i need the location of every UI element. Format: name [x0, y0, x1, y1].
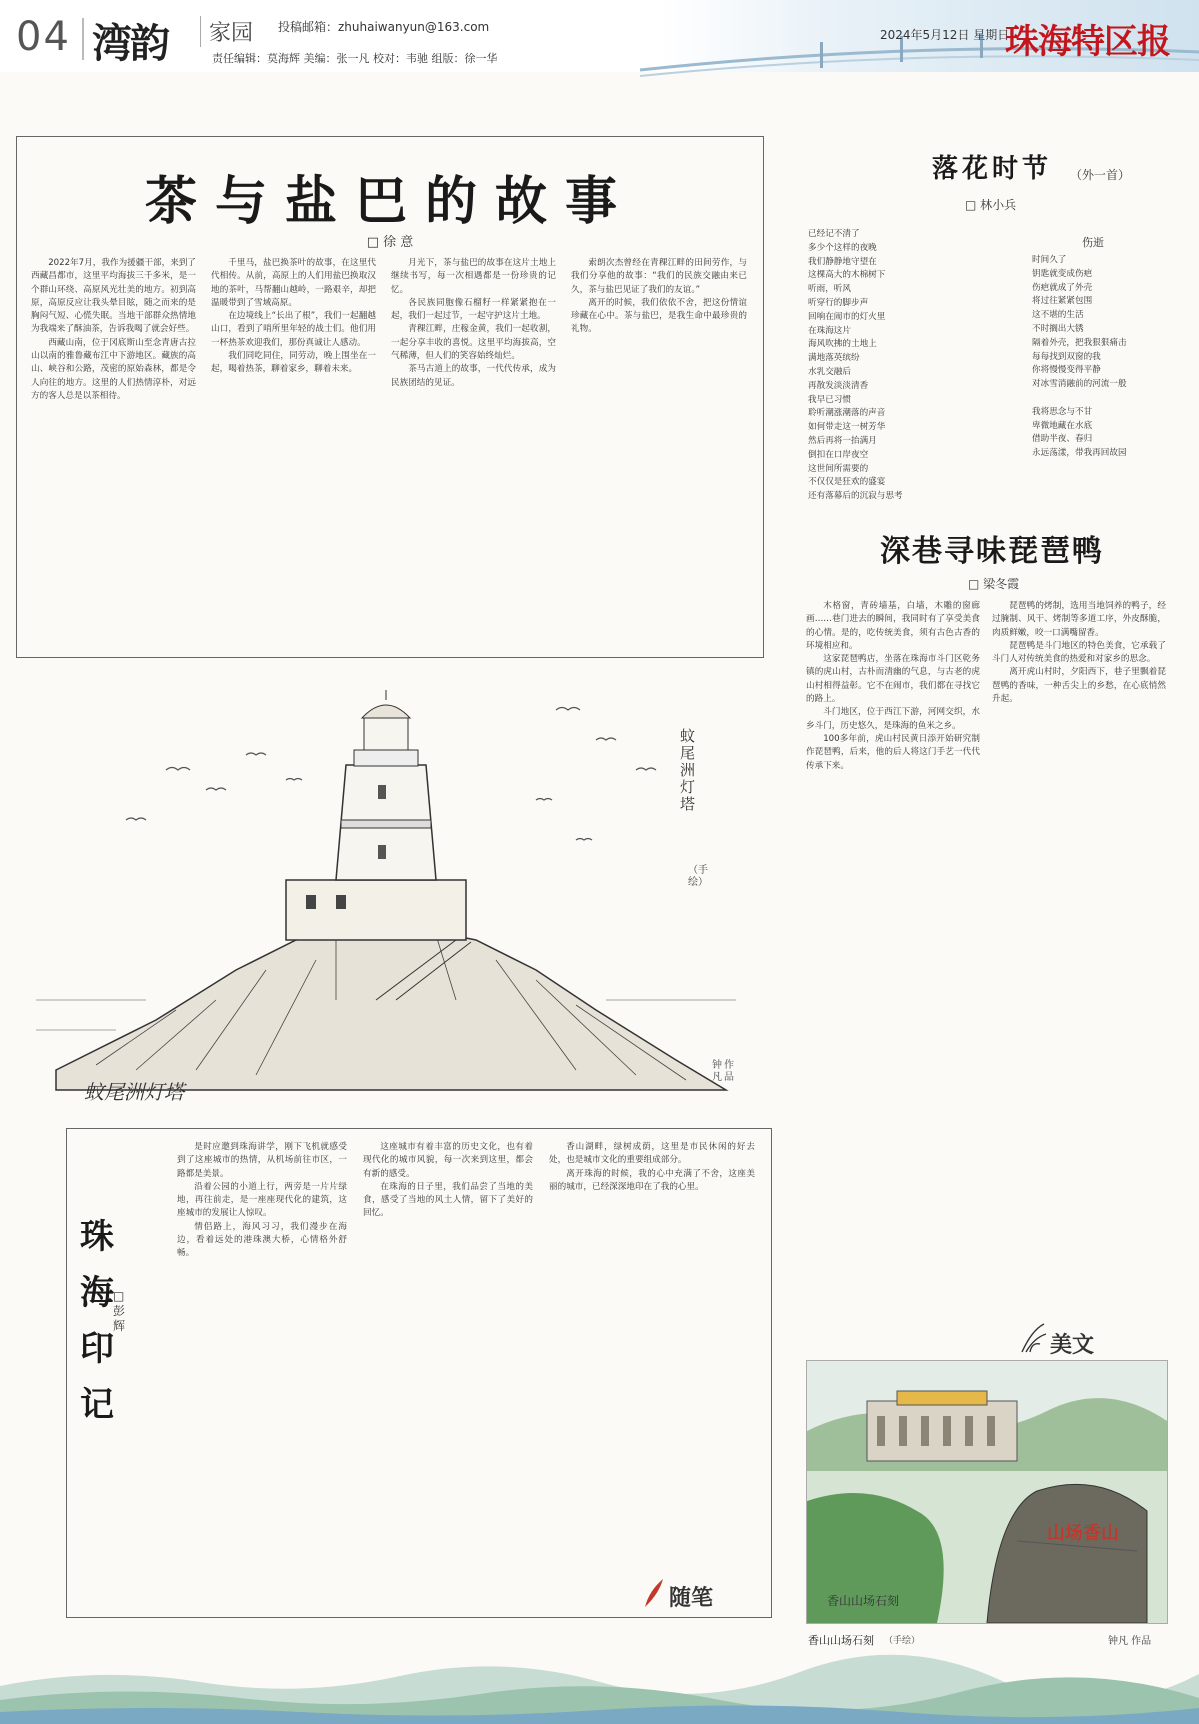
tea-article — [16, 136, 764, 658]
issue-date: 2024年5月12日 星期日 — [880, 28, 1010, 42]
image-artist: 钟凡 作品 — [1108, 1636, 1152, 1647]
poem-line: 对冰雪消融前的河流一般 — [1032, 379, 1127, 390]
poem-line: 聆听潮涨潮落的声音 — [808, 408, 886, 419]
poem2-title: 伤逝 — [1082, 236, 1104, 249]
article-column — [177, 1141, 347, 1611]
poem-line: 海风吹拂的土地上 — [808, 339, 877, 350]
poem-line: 听雨，听风 — [808, 284, 851, 295]
article-column — [363, 1141, 533, 1611]
poem-line: 在珠海这片 — [808, 325, 851, 336]
article-paragraph: 100多年前，虎山村民黄日添开始研究制作琵琶鸭，后来，他的后人将这门手艺一代代传承下来。 — [806, 733, 980, 771]
article-paragraph: 在边境线上“长出了根”，我们一起翻越山口，看到了哨所里年轻的战士们。他们用一杯热茶欢迎我们，那份真诚让人感动。 — [211, 311, 376, 348]
poem-line: 听穿行的脚步声 — [808, 297, 869, 308]
article-paragraph: 情侣路上，海风习习，我们漫步在海边，看着远处的港珠澳大桥，心情格外舒畅。 — [177, 1221, 347, 1259]
newspaper-name: 珠海特区报 — [1005, 22, 1170, 62]
article-column — [806, 600, 980, 1320]
image-caption-note: （手绘） — [688, 865, 708, 888]
article-column — [391, 257, 556, 647]
article-paragraph: 我们同吃同住，同劳动，晚上围坐在一起，喝着热茶，聊着家乡，聊着未来。 — [211, 351, 376, 375]
article-paragraph: 离开的时候，我们依依不舍，把这份情谊珍藏在心中。茶与盐巴，是我生命中最珍贵的礼物。 — [571, 297, 747, 335]
article-author: □ 梁冬霞 — [968, 577, 1020, 591]
poem-line: 每每找到双窗的我 — [1032, 351, 1101, 362]
image-caption: 香山山场石刻 — [808, 1634, 874, 1647]
poem-line: 借助半夜、春归 — [1032, 434, 1093, 445]
article-title: 茶与盐巴的故事 — [144, 171, 635, 232]
column-tag: 随笔 — [669, 1585, 714, 1611]
article-title: 深巷寻味琵琶鸭 — [880, 534, 1104, 569]
article-column — [31, 257, 196, 647]
article-column — [211, 257, 376, 647]
article-paragraph: 西藏山南，位于冈底斯山至念青唐古拉山以南的雅鲁藏布江中下游地区。藏族的高山、峡谷和公路，茂密的原始森林，都是令人向往的地方。这里的人们热情淳朴，对远方的客人总是以茶相待。 — [31, 337, 196, 401]
divider — [82, 18, 84, 60]
poem-line: 不时搁出大锈 — [1032, 323, 1084, 334]
poem-line: 钥匙就变成伤疤 — [1032, 268, 1093, 279]
poem-line: 再散发淡淡清香 — [808, 380, 869, 391]
article-paragraph: 月光下，茶与盐巴的故事在这片土地上继续书写，每一次相遇都是一份珍贵的记忆。 — [391, 258, 556, 295]
poem-line: 多少个这样的夜晚 — [808, 242, 877, 253]
article-paragraph: 千里马，盐巴换茶叶的故事，在这里代代相传。从前，高原上的人们用盐巴换取汉地的茶叶，马帮翻山越岭，一路艰辛，却把温暖带到了雪域高原。 — [211, 258, 376, 308]
stone-inscription: 山场香山 — [1047, 1523, 1119, 1544]
poem-line: 这棵高大的木棉树下 — [808, 270, 886, 281]
orchid-icon — [1018, 1320, 1048, 1356]
article-author: □ 彭辉 — [113, 1289, 126, 1333]
image-artist-role: 作品 — [724, 1060, 734, 1083]
article-paragraph: 离开珠海的时候，我的心中充满了不舍，这座美丽的城市，已经深深地印在了我的心里。 — [549, 1168, 755, 1192]
image-caption: 蚊尾洲灯塔 — [680, 727, 696, 813]
article-column — [992, 600, 1166, 1320]
poem2-body — [1032, 254, 1182, 461]
article-paragraph: 这家琵琶鸭店，坐落在珠海市斗门区乾务镇的虎山村，古朴而清幽的气息，与古老的虎山村相得益彰。它不在闹市，我们都在寻找它的路上。 — [806, 654, 980, 705]
article-paragraph: 索朗次杰曾经在青稞江畔的田间劳作，与我们分享他的故事：“我们的民族交融由来已久，茶与盐巴见证了我们的友谊。” — [571, 258, 747, 295]
poem-line: 然后再将一抬满月 — [808, 435, 877, 446]
article-paragraph: 各民族同胞像石榴籽一样紧紧抱在一起，我们一起过节，一起守护这片土地。 — [391, 297, 556, 322]
article-paragraph: 香山湖畔，绿树成荫，这里是市民休闲的好去处，也是城市文化的重要组成部分。 — [549, 1142, 755, 1166]
article-paragraph: 是时应邀到珠海讲学，刚下飞机就感受到了这座城市的热情，从机场前往市区，一路都是美景。 — [177, 1142, 347, 1179]
poem-title: 落花时节 — [932, 154, 1053, 184]
poem-title-note: （外一首） — [1070, 168, 1131, 182]
quill-icon — [641, 1577, 667, 1609]
poem-line: 我们静静地守望在 — [808, 256, 877, 267]
poem-line: 时间久了 — [1032, 255, 1067, 265]
article-paragraph: 青稞江畔，庄稼金黄，我们一起收割，一起分享丰收的喜悦。这里平均海拔高，空气稀薄，但人们的笑容始终灿烂。 — [391, 324, 556, 362]
article-paragraph: 在珠海的日子里，我们品尝了当地的美食，感受了当地的风土人情，留下了美好的回忆。 — [363, 1181, 533, 1219]
zhuhai-article — [66, 1128, 772, 1618]
article-column — [571, 257, 747, 647]
poem-line: 这世间所需要的 — [808, 463, 869, 474]
staff-credits: 责任编辑：莫海辉 美编：张一凡 校对：韦驰 组版：徐一华 — [212, 52, 498, 65]
submission-email: 投稿邮箱：zhuhaiwanyun@163.com — [278, 20, 490, 34]
drawing-label: 蚊尾洲灯塔 — [84, 1080, 184, 1104]
article-column — [549, 1141, 755, 1571]
poem-line: 已经记不清了 — [808, 229, 860, 239]
poem-line: 回响在闹市的灯火里 — [808, 311, 886, 322]
article-paragraph: 离开虎山村时，夕阳西下，巷子里飘着琵琶鸭的香味，一种舌尖上的乡愁，在心底悄然升起。 — [992, 667, 1166, 705]
mountain-stone-painting — [806, 1360, 1168, 1624]
image-artist: 钟凡 — [712, 1060, 722, 1083]
image-caption-note: （手绘） — [884, 1636, 921, 1646]
poem-line: 隔着外壳，把我狠狠痛击 — [1032, 337, 1127, 348]
poem-line: 你将慢慢变得平静 — [1032, 365, 1101, 376]
painting-label: 香山山场石刻 — [827, 1594, 900, 1608]
article-paragraph: 木格窗，青砖墙基，白墙，木雕的窗廊画……巷门进去的瞬间，我同时有了享受美食的心情。是的，吃传统美食，须有古色古香的环境相应和。 — [806, 601, 980, 651]
article-paragraph: 斗门地区，位于西江下游，河网交织，水乡斗门，历史悠久，是珠海的鱼米之乡。 — [806, 707, 980, 731]
poem-author: □ 林小兵 — [965, 198, 1017, 212]
article-paragraph: 茶马古道上的故事，一代代传承，成为民族团结的见证。 — [391, 364, 556, 388]
article-paragraph: 琵琶鸭是斗门地区的特色美食，它承载了斗门人对传统美食的热爱和对家乡的思念。 — [992, 640, 1166, 665]
poem-line: 倒扣在口岸夜空 — [808, 449, 869, 460]
poem-line: 还有落幕后的沉寂与思考 — [808, 491, 903, 502]
poem-line: 卑微地藏在水底 — [1032, 420, 1093, 431]
article-title-text: 珠海印记 — [80, 1217, 114, 1425]
poem-line: 将过往紧紧包围 — [1032, 296, 1093, 307]
column-tag: 美文 — [1050, 1332, 1095, 1358]
poem-line: 如何带走这一树芳华 — [808, 422, 886, 433]
article-paragraph: 2022年7月，我作为援疆干部，来到了西藏昌都市，这里平均海拔三千多米，是一个群山环绕、高原风光壮美的地方。初到高原，高原反应让我头晕目眩，随之而来的是胸闷气短、心慌失眠。当地干部群众热情地为我端来了酥油茶，告诉我喝了就会好些。 — [31, 258, 196, 335]
poem-line: 伤疤就成了外壳 — [1032, 282, 1093, 293]
poem-line: 永远荡漾，带我再回故园 — [1032, 448, 1127, 459]
column-logo: 湾韵 — [92, 20, 168, 67]
poem-line: 这不堪的生活 — [1032, 310, 1084, 321]
poem-line: 满地落英缤纷 — [808, 353, 860, 364]
article-author: □ 徐 意 — [366, 235, 414, 250]
poem-line: 水乳交融后 — [808, 366, 851, 377]
poem-line: 不仅仅是狂欢的盛宴 — [808, 477, 886, 488]
poem-line: 我将思念与不甘 — [1032, 406, 1093, 417]
lighthouse-drawing — [36, 670, 736, 1110]
poem-line — [1032, 392, 1182, 406]
poem-body — [808, 228, 1018, 504]
section-name: 家园 — [200, 16, 253, 47]
footer-landscape — [0, 1646, 1199, 1724]
page-number: 04 — [16, 14, 71, 60]
article-paragraph: 琵琶鸭的烤制，选用当地饲养的鸭子，经过腌制、风干、烤制等多道工序，外皮酥脆，肉质鲜嫩，咬一口满嘴留香。 — [992, 601, 1166, 638]
poem-line: 我早已习惯 — [808, 394, 851, 405]
article-paragraph: 沿着公园的小道上行，两旁是一片片绿地，再往前走，是一座座现代化的建筑，这座城市的发展让人惊叹。 — [177, 1181, 347, 1219]
article-paragraph: 这座城市有着丰富的历史文化，也有着现代化的城市风貌，每一次来到这里，都会有新的感受。 — [363, 1142, 533, 1179]
